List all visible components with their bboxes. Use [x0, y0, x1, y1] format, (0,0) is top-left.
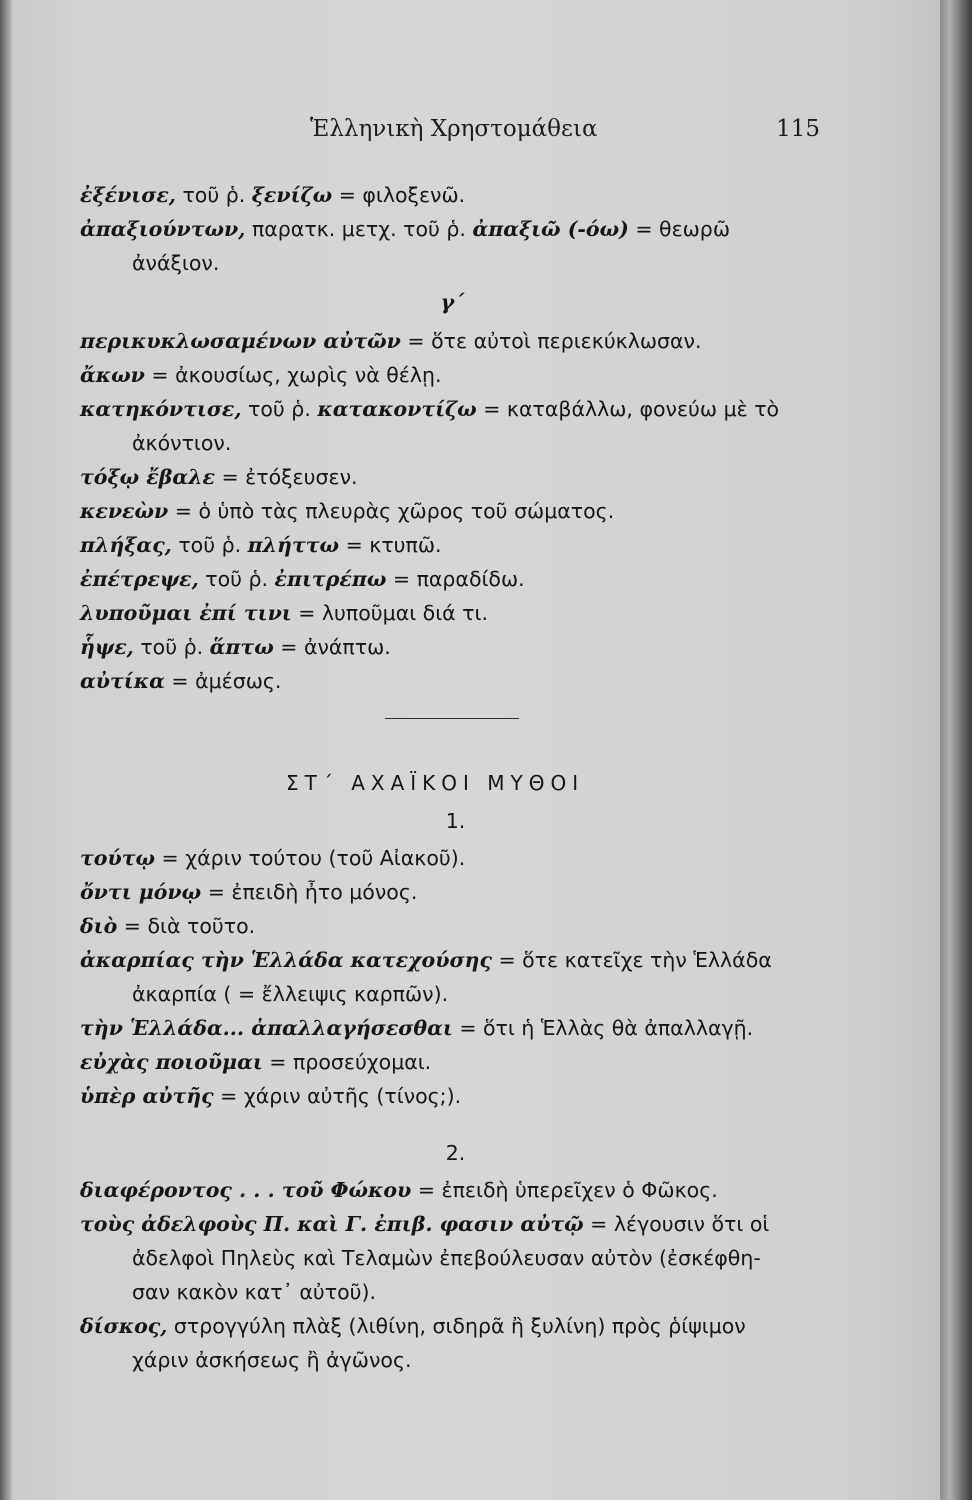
gloss-entry [80, 1309, 825, 1343]
entry-lemma: ἧψε, [80, 635, 134, 659]
gloss-entry [80, 1045, 825, 1079]
gloss-entry [80, 1011, 825, 1045]
entry-gloss: παρατκ. μετχ. τοῦ ῥ. [245, 217, 473, 241]
gloss-entry [80, 212, 825, 246]
gloss-entry [80, 1207, 825, 1241]
part-1-number: 1. [445, 809, 466, 833]
entry-gloss: = χάριν αὐτῆς (τίνος;). [213, 1084, 462, 1108]
entry-verb-lemma: πλήττω [247, 533, 340, 557]
gloss-entry [80, 664, 825, 698]
gloss-entry [80, 324, 825, 358]
entry-lemma: τοὺς ἀδελφοὺς Π. καὶ Γ. ἐπιβ. φασιν αὐτῷ [80, 1212, 584, 1236]
gloss-continuation: ἀκαρπία ( = ἔλλειψις καρπῶν). [132, 982, 449, 1006]
entry-lemma: κατηκόντισε, [80, 397, 242, 421]
gloss-entry [80, 841, 825, 875]
gloss-continuation: χάριν ἀσκήσεως ἢ ἀγῶνος. [132, 1348, 412, 1372]
entry-lemma: τόξῳ ἔβαλε [80, 465, 215, 489]
entry-gloss: τοῦ ῥ. [133, 635, 210, 659]
gloss-entry [80, 528, 825, 562]
part-2-number: 2. [445, 1141, 466, 1165]
gloss-entry [80, 562, 825, 596]
entry-verb-lemma: ξενίζω [251, 183, 333, 207]
entry-gloss: τοῦ ῥ. [175, 183, 252, 207]
gloss-block-4 [80, 1173, 825, 1377]
gloss-entry [80, 1173, 825, 1207]
entry-gloss: = ἀκουσίως, χωρὶς νὰ θέλῃ. [144, 363, 442, 387]
entry-lemma: ἀκαρπίας τὴν Ἑλλάδα κατεχούσης [80, 948, 492, 972]
entry-lemma: ἐπέτρεψε, [80, 567, 199, 591]
gloss-entry [80, 1079, 825, 1113]
entry-lemma: τούτῳ [80, 846, 156, 870]
entry-gloss: = ὅτι ἡ Ἑλλὰς θὰ ἀπαλλαγῇ. [452, 1016, 754, 1040]
entry-lemma: δίσκος, [80, 1314, 168, 1338]
entry-lemma: διαφέροντος . . . τοῦ Φώκου [80, 1178, 412, 1202]
entry-lemma: ὄντι μόνῳ [80, 880, 202, 904]
entry-gloss: = ὁ ὑπὸ τὰς πλευρὰς χῶρος τοῦ σώματος. [168, 499, 615, 523]
gloss-block-1 [80, 178, 825, 280]
gloss-block-3 [80, 841, 825, 1113]
entry-gloss: = ὅτε αὐτοὶ περιεκύκλωσαν. [400, 329, 702, 353]
section-marker-gamma: γ΄ [440, 290, 465, 314]
entry-gloss: τοῦ ῥ. [198, 567, 275, 591]
entry-lemma: διὸ [80, 914, 118, 938]
gloss-continuation: ἀδελφοὶ Πηλεὺς καὶ Τελαμὼν ἐπεβούλευσαν αὐτὸν (ἐσκέφθη- [132, 1246, 761, 1270]
entry-lemma: αὐτίκα [80, 669, 165, 693]
running-head-title: Ἑλληνικὴ Χρηστομάθεια [310, 116, 598, 142]
chapter-heading: ΣΤ΄ ΑΧΑΪΚΟΙ ΜΥΘΟΙ [286, 771, 585, 795]
gloss-entry [80, 460, 825, 494]
glossary-content [80, 178, 825, 1377]
entry-lemma: ἀπαξιούντων, [80, 217, 246, 241]
book-edge [940, 0, 972, 1500]
entry-verb-lemma: ἀπαξιῶ (-όω) [472, 217, 629, 241]
entry-lemma: ἄκων [80, 363, 145, 387]
entry-lemma: ὑπὲρ αὐτῆς [80, 1084, 214, 1108]
gloss-entry [80, 909, 825, 943]
gloss-continuation: ἀνάξιον. [132, 251, 220, 275]
gloss-entry [80, 875, 825, 909]
gloss-entry [80, 943, 825, 977]
entry-verb-gloss: = φιλοξενῶ. [332, 183, 466, 207]
entry-gloss: = ἐτόξευσεν. [214, 465, 358, 489]
entry-gloss: τοῦ ῥ. [241, 397, 318, 421]
entry-gloss: = ἀμέσως. [164, 669, 282, 693]
gloss-continuation: ἀκόντιον. [132, 431, 232, 455]
entry-verb-lemma: ἐπιτρέπω [274, 567, 387, 591]
entry-lemma: τὴν Ἑλλάδα... ἀπαλλαγήσεσθαι [80, 1016, 453, 1040]
entry-gloss: = προσεύχομαι. [262, 1050, 432, 1074]
entry-verb-gloss: = θεωρῶ [628, 217, 730, 241]
running-head [80, 116, 820, 150]
gloss-entry [80, 392, 825, 426]
entry-lemma: λυποῦμαι ἐπί τινι [80, 601, 292, 625]
entry-gloss: = ὅτε κατεῖχε τὴν Ἑλλάδα [491, 948, 772, 972]
entry-verb-lemma: ἅπτω [209, 635, 274, 659]
entry-lemma: ἐξένισε, [80, 183, 176, 207]
gloss-entry [80, 358, 825, 392]
gloss-entry [80, 630, 825, 664]
page-gutter-shadow [0, 0, 12, 1500]
gloss-entry [80, 494, 825, 528]
entry-lemma: πλήξας, [80, 533, 172, 557]
entry-verb-gloss: = ἀνάπτω. [273, 635, 391, 659]
gloss-entry [80, 178, 825, 212]
entry-verb-gloss: = κτυπῶ. [339, 533, 442, 557]
entry-gloss: στρογγύλη πλὰξ (λιθίνη, σιδηρᾶ ἢ ξυλίνη) πρὸς ῥίψιμον [167, 1314, 746, 1338]
entry-gloss: = ἐπειδὴ ἦτο μόνος. [201, 880, 418, 904]
entry-verb-lemma: κατακοντίζω [317, 397, 477, 421]
entry-gloss: = διὰ τοῦτο. [117, 914, 256, 938]
entry-lemma: περικυκλωσαμένων αὐτῶν [80, 329, 401, 353]
entry-gloss: = χάριν τούτου (τοῦ Αἰακοῦ). [155, 846, 466, 870]
entry-verb-gloss: = καταβάλλω, φονεύω μὲ τὸ [476, 397, 780, 421]
entry-lemma: εὐχὰς ποιοῦμαι [80, 1050, 263, 1074]
entry-gloss: = λυποῦμαι διά τι. [291, 601, 488, 625]
gloss-continuation: σαν κακὸν κατ᾽ αὐτοῦ). [132, 1280, 376, 1304]
entry-gloss: = λέγουσιν ὅτι οἱ [583, 1212, 770, 1236]
entry-gloss: τοῦ ῥ. [171, 533, 248, 557]
entry-lemma: κενεὼν [80, 499, 169, 523]
gloss-entry [80, 596, 825, 630]
entry-verb-gloss: = παραδίδω. [386, 567, 525, 591]
section-divider [385, 718, 519, 719]
page-number: 115 [776, 116, 820, 142]
entry-gloss: = ἐπειδὴ ὑπερεῖχεν ὁ Φῶκος. [411, 1178, 718, 1202]
gloss-block-2 [80, 324, 825, 698]
